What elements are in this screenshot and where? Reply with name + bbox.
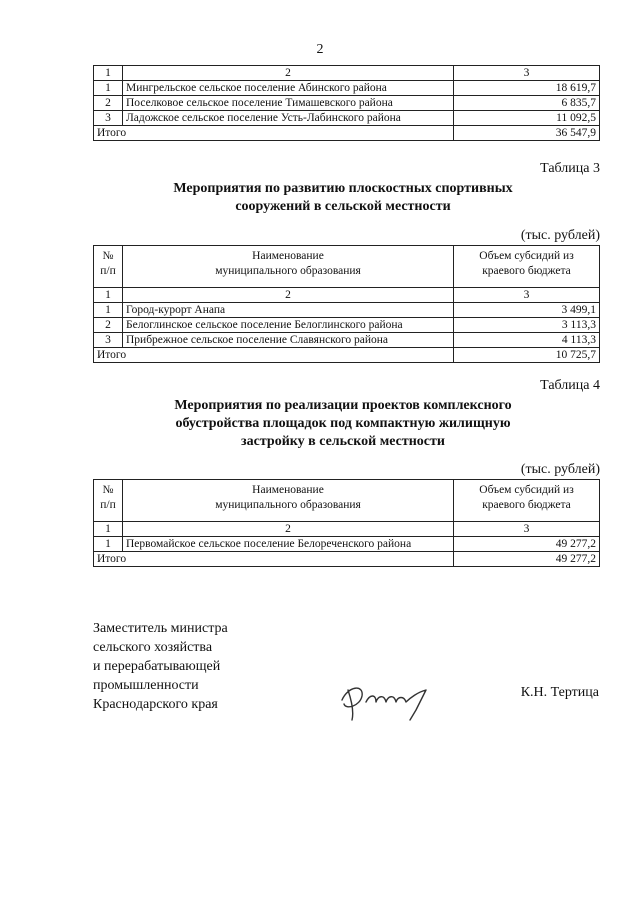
row-number: 1 [94, 537, 123, 552]
subsidy-value: 6 835,7 [454, 96, 600, 111]
header-text: Объем субсидий из [479, 250, 574, 262]
header-number [94, 246, 123, 288]
heading-line: обустройства площадок под компактную жилищную [175, 416, 511, 431]
header-row [94, 480, 600, 522]
row-number: 1 [94, 303, 123, 318]
signatory-line: и перерабатывающей [93, 659, 221, 674]
header-value [454, 480, 600, 522]
header-text: Объем субсидий из [479, 484, 574, 496]
header-name [123, 246, 454, 288]
column-number: 1 [94, 522, 123, 537]
total-row [94, 126, 600, 141]
column-number: 2 [123, 66, 454, 81]
row-number: 2 [94, 96, 123, 111]
total-label: Итого [94, 126, 454, 141]
column-number: 1 [94, 66, 123, 81]
table-row [94, 333, 600, 348]
signatory-line: Краснодарского края [93, 697, 218, 712]
municipality-name: Первомайское сельское поселение Белореченского района [123, 537, 454, 552]
total-value: 36 547,9 [454, 126, 600, 141]
total-row [94, 552, 600, 567]
subsidy-value: 18 619,7 [454, 81, 600, 96]
table-row [94, 537, 600, 552]
municipality-name: Город-курорт Анапа [123, 303, 454, 318]
subsidy-value: 11 092,5 [454, 111, 600, 126]
table-row [94, 81, 600, 96]
header-value [454, 246, 600, 288]
subsidy-value: 3 499,1 [454, 303, 600, 318]
column-number-row [94, 288, 600, 303]
header-text: муниципального образования [215, 265, 361, 277]
total-row [94, 348, 600, 363]
municipality-name: Ладожское сельское поселение Усть-Лабинского района [123, 111, 454, 126]
municipality-name: Белоглинское сельское поселение Белоглинского района [123, 318, 454, 333]
header-text: № [102, 484, 114, 496]
table-4 [93, 479, 600, 567]
table-3 [93, 245, 600, 363]
heading-line: Мероприятия по развитию плоскостных спортивных [173, 181, 513, 196]
header-text: Наименование [252, 484, 324, 496]
heading-line: Мероприятия по реализации проектов комплексного [174, 398, 512, 413]
header-name [123, 480, 454, 522]
signatory-title [93, 619, 228, 714]
column-number: 2 [123, 522, 454, 537]
signatory-name: К.Н. Тертица [520, 685, 599, 700]
column-number: 1 [94, 288, 123, 303]
municipality-name: Мингрельское сельское поселение Абинского района [123, 81, 454, 96]
heading-line: сооружений в сельской местности [235, 199, 451, 214]
column-number-row [94, 522, 600, 537]
signatory-line: сельского хозяйства [93, 640, 213, 655]
table-4-heading [0, 397, 640, 451]
table-3-heading [0, 180, 640, 216]
header-text: № [102, 250, 114, 262]
municipality-name: Поселковое сельское поселение Тимашевского района [123, 96, 454, 111]
row-number: 3 [94, 111, 123, 126]
column-number: 3 [454, 522, 600, 537]
subsidy-value: 49 277,2 [454, 537, 600, 552]
column-number-row [94, 66, 600, 81]
heading-line: застройку в сельской местности [241, 434, 445, 449]
total-value: 10 725,7 [454, 348, 600, 363]
header-text: п/п [100, 265, 116, 277]
row-number: 2 [94, 318, 123, 333]
total-value: 49 277,2 [454, 552, 600, 567]
table-2-continuation [93, 65, 600, 141]
signatory-line: промышленности [93, 678, 199, 693]
table-row [94, 96, 600, 111]
header-text: Наименование [252, 250, 324, 262]
signatory-line: Заместитель министра [93, 621, 228, 636]
table-4-label: Таблица 4 [540, 378, 600, 393]
table-4-units: (тыс. рублей) [520, 462, 600, 477]
header-number [94, 480, 123, 522]
table-3-units: (тыс. рублей) [520, 228, 600, 243]
municipality-name: Прибрежное сельское поселение Славянского района [123, 333, 454, 348]
header-row [94, 246, 600, 288]
row-number: 3 [94, 333, 123, 348]
header-text: краевого бюджета [482, 499, 571, 511]
handwritten-signature [338, 680, 438, 724]
column-number: 3 [454, 66, 600, 81]
table-3-label: Таблица 3 [540, 161, 600, 176]
table-row [94, 111, 600, 126]
row-number: 1 [94, 81, 123, 96]
subsidy-value: 3 113,3 [454, 318, 600, 333]
total-label: Итого [94, 552, 454, 567]
table-row [94, 318, 600, 333]
column-number: 3 [454, 288, 600, 303]
page-number: 2 [316, 42, 324, 57]
table-row [94, 303, 600, 318]
header-text: п/п [100, 499, 116, 511]
total-label: Итого [94, 348, 454, 363]
column-number: 2 [123, 288, 454, 303]
header-text: краевого бюджета [482, 265, 571, 277]
header-text: муниципального образования [215, 499, 361, 511]
subsidy-value: 4 113,3 [454, 333, 600, 348]
